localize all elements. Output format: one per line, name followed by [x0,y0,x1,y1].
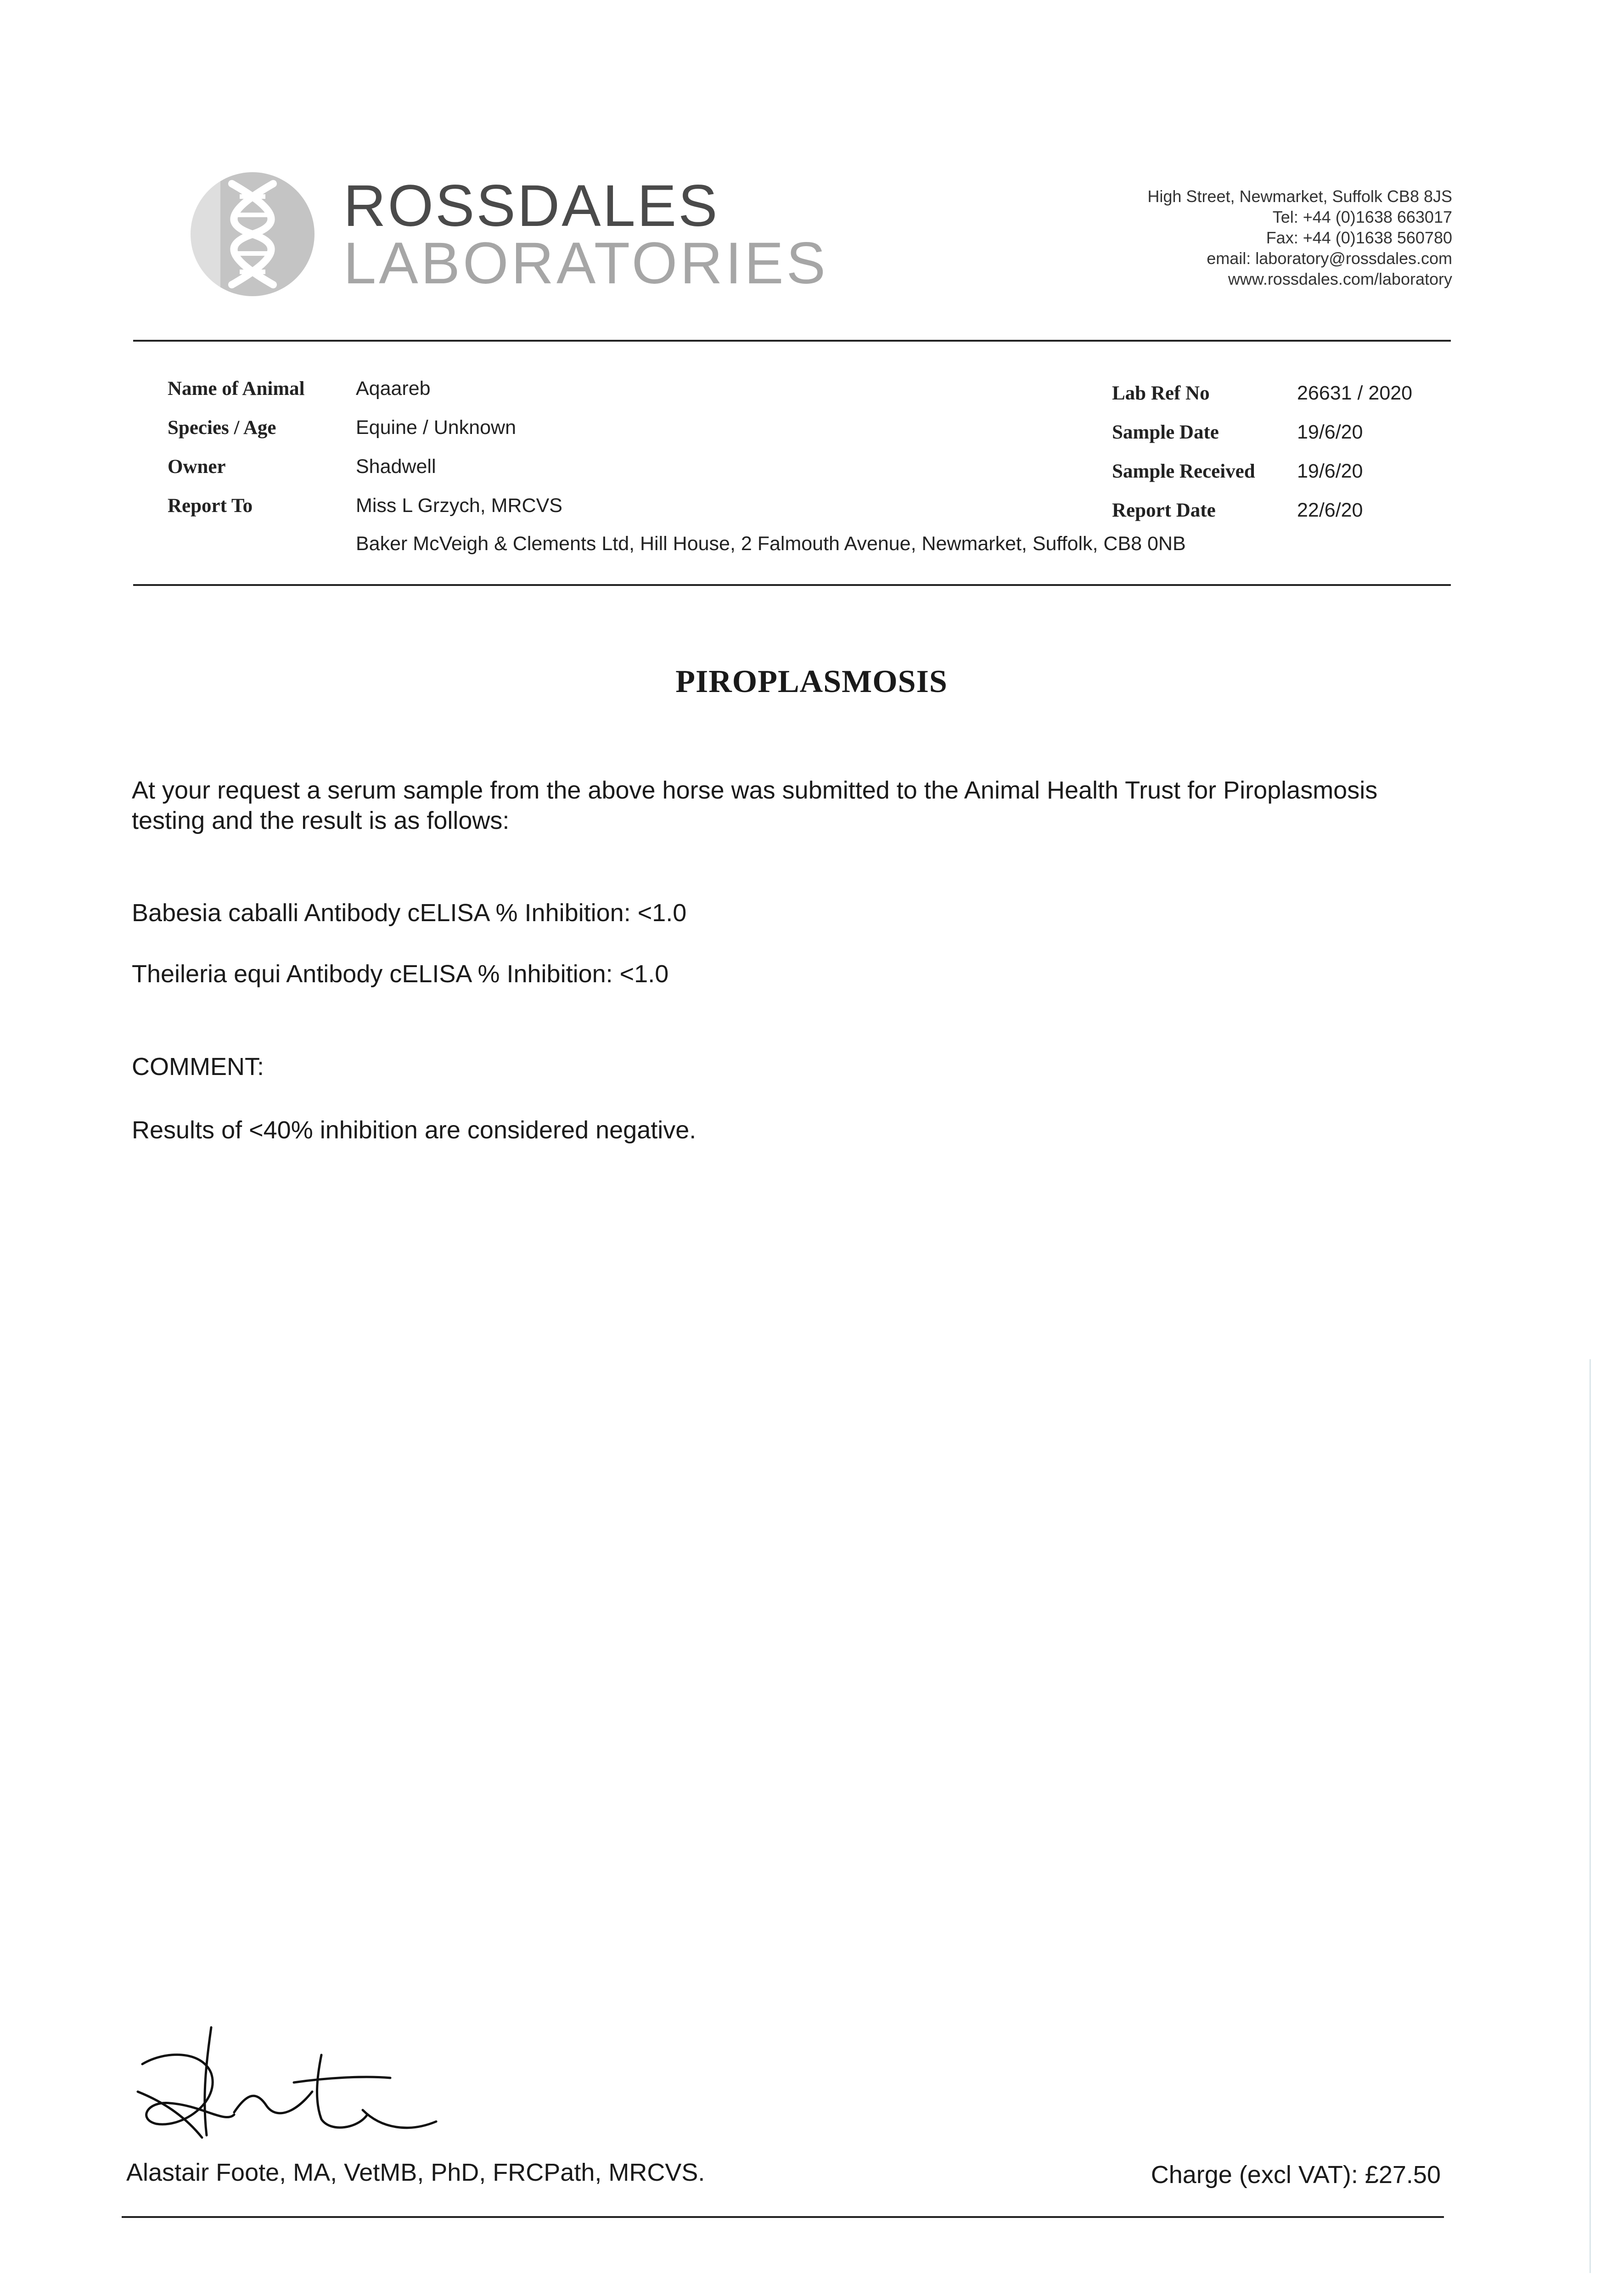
brand-name-line-1: ROSSDALES [343,173,719,239]
report-to-address: Baker McVeigh & Clements Ltd, Hill House, 2 Falmouth Avenue, Newmarket, Suffolk, CB8 0NB [356,533,1186,555]
sample-received-label: Sample Received [1112,461,1255,482]
report-to-label: Report To [168,495,253,517]
sample-received-value: 19/6/20 [1297,460,1363,482]
owner-label: Owner [168,456,226,478]
name-of-animal-value: Aqaareb [356,377,431,400]
owner-value: Shadwell [356,456,436,478]
brand-name-line-2: LABORATORIES [343,231,828,296]
details-divider [133,584,1451,586]
contact-block [1147,186,1452,289]
lab-ref-value: 26631 / 2020 [1297,382,1413,404]
intro-paragraph [132,775,1377,836]
comment-label: COMMENT: [132,1053,264,1080]
signature-image [133,2023,473,2142]
report-date-label: Report Date [1112,500,1216,521]
intro-line-2: testing and the result is as follows: [132,807,510,834]
website: www.rossdales.com/laboratory [1228,270,1452,288]
address: High Street, Newmarket, Suffolk CB8 8JS [1147,187,1452,206]
sample-date-label: Sample Date [1112,422,1219,443]
fax: Fax: +44 (0)1638 560780 [1266,228,1452,247]
telephone: Tel: +44 (0)1638 663017 [1272,208,1452,226]
sample-date-value: 19/6/20 [1297,421,1363,443]
result-theileria: Theileria equi Antibody cELISA % Inhibition: <1.0 [132,960,669,988]
comment-text: Results of <40% inhibition are considered negative. [132,1116,696,1144]
report-to-value: Miss L Grzych, MRCVS [356,495,562,517]
name-of-animal-label: Name of Animal [168,378,305,400]
dna-logo-icon [188,170,317,298]
intro-line-1: At your request a serum sample from the above horse was submitted to the Animal Health Trust for Piroplasmosis [132,777,1378,804]
report-date-value: 22/6/20 [1297,499,1363,521]
charge-amount: Charge (excl VAT): £27.50 [1151,2161,1441,2189]
report-title: PIROPLASMOSIS [675,664,948,699]
email: email: laboratory@rossdales.com [1207,249,1452,268]
lab-ref-label: Lab Ref No [1112,383,1210,404]
footer-divider [122,2216,1444,2218]
species-age-label: Species / Age [168,417,276,439]
result-babesia: Babesia caballi Antibody cELISA % Inhibition: <1.0 [132,899,687,927]
species-age-value: Equine / Unknown [356,416,516,439]
header-divider [133,340,1451,342]
signatory-name: Alastair Foote, MA, VetMB, PhD, FRCPath, MRCVS. [126,2159,705,2186]
scan-edge-artifact [1589,1359,1591,2273]
